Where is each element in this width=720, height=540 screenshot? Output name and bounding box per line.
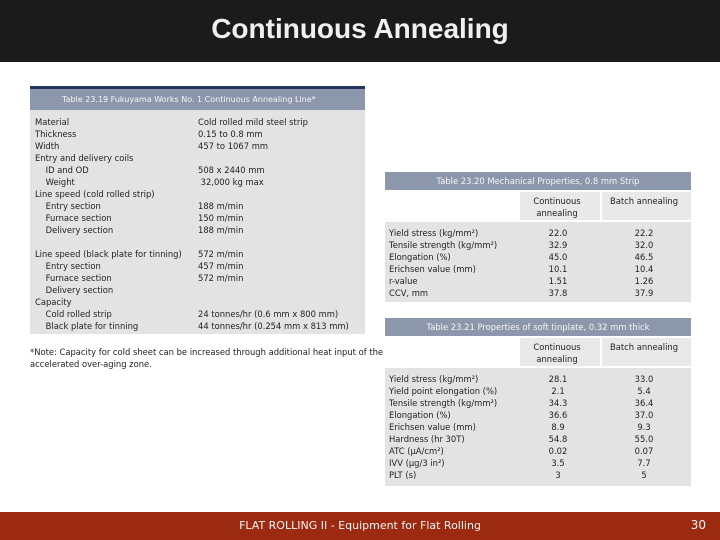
table3-labels-item: Tensile strength (kg/mm²) <box>389 398 498 408</box>
table1-labels-b-item: Line speed (black plate for tinning) <box>35 249 182 259</box>
table1-values-a-item: 0.15 to 0.8 mm <box>198 129 263 139</box>
table2-continuous-values-item: 22.0 <box>548 228 568 238</box>
table3-continuous-values-item: 28.1 <box>548 374 568 384</box>
table1-caption: Table 23.19 Fukuyama Works No. 1 Continuous Annealing Line* <box>62 95 316 104</box>
table3-continuous-values-item: 3 <box>555 470 561 480</box>
table2-body <box>385 222 691 302</box>
table1-values-b-item <box>198 296 349 308</box>
table2-continuous-values-item: 1.51 <box>548 276 568 286</box>
table1-values-a-item: 32,000 kg max <box>198 177 264 187</box>
table1-labels-a-item: ID and OD <box>35 165 89 175</box>
table1-header <box>30 86 365 110</box>
table1-values-a-item: 188 m/min <box>198 201 244 211</box>
table2-col2-header: Batch annealing <box>609 196 679 206</box>
table3-batch-values-item: 37.0 <box>634 410 654 420</box>
table2-batch-values-item: 46.5 <box>634 252 654 262</box>
table1-values-b-item: 457 m/min <box>198 261 244 271</box>
table3-batch-values-item: 5 <box>641 470 647 480</box>
table1-labels-a-item: Entry and delivery coils <box>35 153 134 163</box>
table3-batch-values-item: 0.07 <box>634 446 654 456</box>
table3-labels-item: Hardness (hr 30T) <box>389 434 465 444</box>
table1-values-b-item <box>198 284 349 296</box>
table2-labels-item: r-value <box>389 276 418 286</box>
footer-bar <box>0 512 720 540</box>
footer-text: FLAT ROLLING II - Equipment for Flat Rolling <box>239 519 481 532</box>
table3-labels-item: Erichsen value (mm) <box>389 422 476 432</box>
table1-labels-a-item: Delivery section <box>35 225 114 235</box>
table3-continuous-values-item: 3.5 <box>551 458 565 468</box>
table3-batch-values-item: 33.0 <box>634 374 654 384</box>
table1-labels-a-item: Width <box>35 141 60 151</box>
table1-labels-b-item: Capacity <box>35 297 72 307</box>
table3-continuous-values-item: 36.6 <box>548 410 568 420</box>
table3-batch-values-item: 9.3 <box>637 422 651 432</box>
table2-continuous-values-item: 45.0 <box>548 252 568 262</box>
table1-labels-a-item: Thickness <box>35 129 77 139</box>
table1-values-b-item: 572 m/min <box>198 273 244 283</box>
table2-batch-values-item: 1.26 <box>634 276 654 286</box>
table1-values-a-item <box>198 152 308 164</box>
table1-values-a-item <box>198 188 308 200</box>
table2-continuous-values-item: 32.9 <box>548 240 568 250</box>
table2-continuous-values-item: 37.8 <box>548 288 568 298</box>
table3-continuous-values-item: 54.8 <box>548 434 568 444</box>
table1-labels-a-item: Weight <box>35 177 75 187</box>
table1-values-a-item: 508 x 2440 mm <box>198 165 265 175</box>
page-number: 30 <box>690 518 706 532</box>
table1-labels-b-item: Furnace section <box>35 273 112 283</box>
table3-caption: Table 23.21 Properties of soft tinplate, 0.32 mm thick <box>385 318 691 336</box>
table3-labels <box>389 373 497 481</box>
table3-batch-values <box>619 373 669 481</box>
table3-labels-item: IVV (µg/3 in²) <box>389 458 445 468</box>
table2-batch-values <box>619 227 669 299</box>
table2-batch-values-item: 37.9 <box>634 288 654 298</box>
table2-labels-item: Tensile strength (kg/mm²) <box>389 240 498 250</box>
table2-labels-item: Elongation (%) <box>389 252 451 262</box>
table1-body <box>30 110 365 334</box>
table3-labels-item: PLT (s) <box>389 470 417 480</box>
table3-continuous-values-item: 8.9 <box>551 422 565 432</box>
table1-labels-b-item: Delivery section <box>35 285 114 295</box>
table2-caption: Table 23.20 Mechanical Properties, 0.8 mm Strip <box>385 172 691 190</box>
table1-labels-b-item: Black plate for tinning <box>35 321 139 331</box>
table3-labels-item: ATC (µA/cm²) <box>389 446 444 456</box>
table1-values-a-item: Cold rolled mild steel strip <box>198 117 308 127</box>
table3-labels-item: Yield stress (kg/mm²) <box>389 374 479 384</box>
table3-continuous-values-item: 2.1 <box>551 386 565 396</box>
table1-values-a-item: 150 m/min <box>198 213 244 223</box>
table1-labels-a-item: Line speed (cold rolled strip) <box>35 189 155 199</box>
table1-labels-a-item: Material <box>35 117 70 127</box>
table2-labels-item: Erichsen value (mm) <box>389 264 476 274</box>
table1-labels-a <box>35 116 155 236</box>
table1-values-a <box>198 116 308 236</box>
table1-values-b <box>198 248 349 332</box>
table2-batch-values-item: 10.4 <box>634 264 654 274</box>
slide-title: Continuous Annealing <box>211 13 509 44</box>
table1-labels-a-item: Entry section <box>35 201 101 211</box>
table1-labels-a-item: Furnace section <box>35 213 112 223</box>
table1-note: *Note: Capacity for cold sheet can be increased through additional heat input of the accelerated over-aging zone. <box>30 347 384 369</box>
table2-col1-header: Continuous annealing <box>533 196 581 218</box>
table3-batch-values-item: 5.4 <box>637 386 651 396</box>
table1-values-b-item: 24 tonnes/hr (0.6 mm x 800 mm) <box>198 309 339 319</box>
table3-batch-values-item: 55.0 <box>634 434 654 444</box>
table1-labels-b-item: Cold rolled strip <box>35 309 112 319</box>
table2-labels-item: CCV, mm <box>389 288 429 298</box>
table2-continuous-values <box>533 227 583 299</box>
table3-batch-values-item: 36.4 <box>634 398 654 408</box>
table3-continuous-values-item: 0.02 <box>548 446 568 456</box>
table2-continuous-values-item: 10.1 <box>548 264 568 274</box>
table2-labels-item: Yield stress (kg/mm²) <box>389 228 479 238</box>
table3-body <box>385 368 691 486</box>
table3-batch-values-item: 7.7 <box>637 458 651 468</box>
table1-values-a-item: 188 m/min <box>198 225 244 235</box>
table3-labels-item: Yield point elongation (%) <box>389 386 498 396</box>
table1-labels-b <box>35 248 182 332</box>
table2-labels <box>389 227 497 299</box>
table3-continuous-values-item: 34.3 <box>548 398 568 408</box>
table2-batch-values-item: 22.2 <box>634 228 654 238</box>
table1-values-a-item: 457 to 1067 mm <box>198 141 269 151</box>
table1-labels-b-item: Entry section <box>35 261 101 271</box>
table3-labels-item: Elongation (%) <box>389 410 451 420</box>
table3-continuous-values <box>533 373 583 481</box>
table1-values-b-item: 44 tonnes/hr (0.254 mm x 813 mm) <box>198 321 349 331</box>
table3-col2-header: Batch annealing <box>609 342 679 352</box>
table2-batch-values-item: 32.0 <box>634 240 654 250</box>
table3-col1-header: Continuous annealing <box>533 342 581 364</box>
table1-values-b-item: 572 m/min <box>198 249 244 259</box>
